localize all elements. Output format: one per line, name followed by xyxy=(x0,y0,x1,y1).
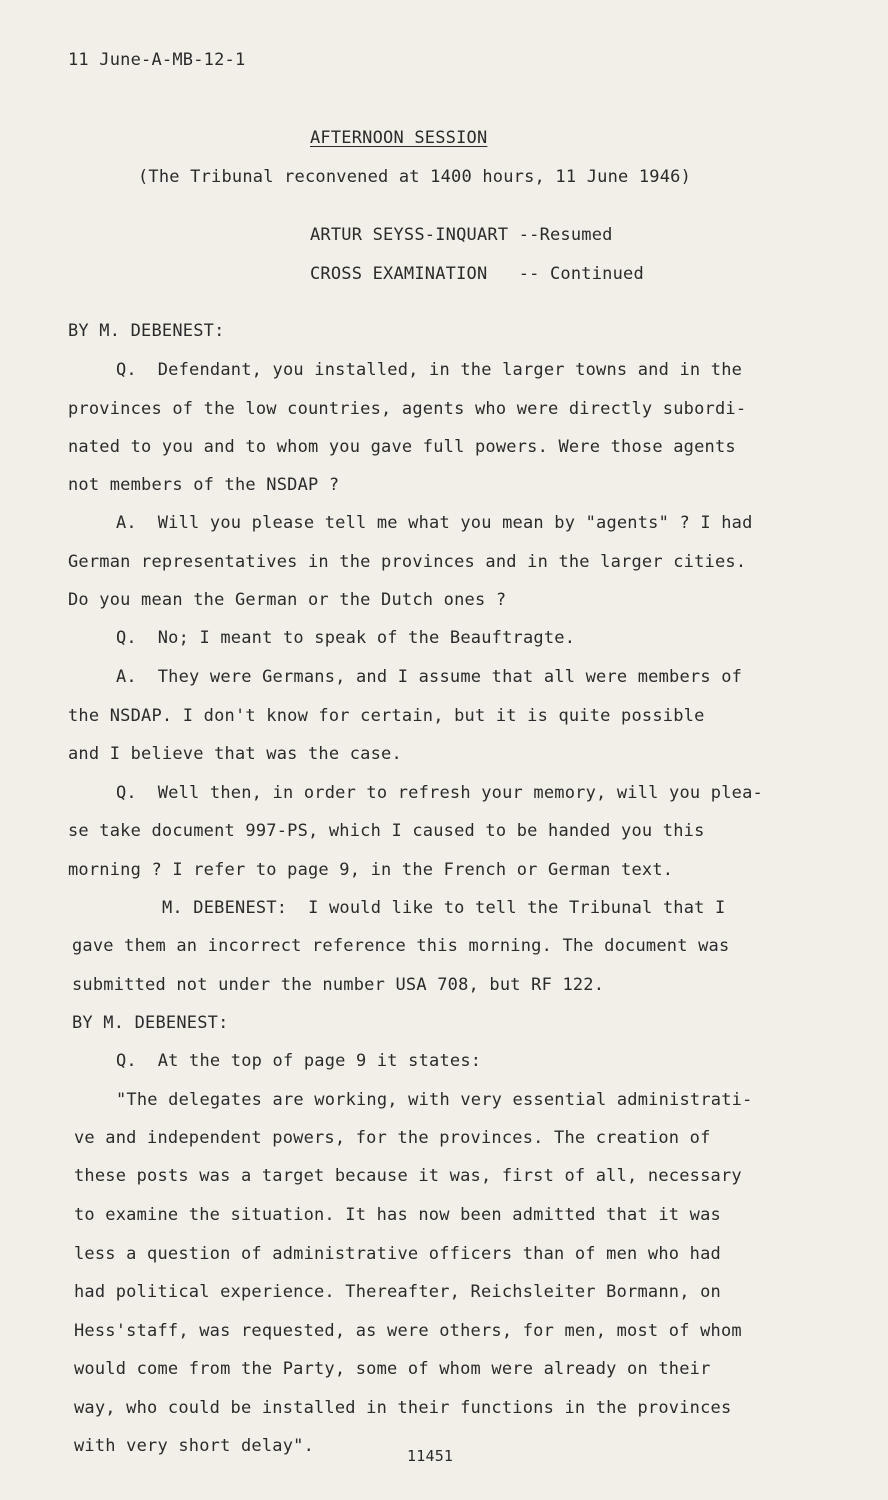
question-line: Q. Defendant, you installed, in the larger towns and in the xyxy=(116,360,743,380)
page-number: 11451 xyxy=(407,1447,454,1465)
body-line: German representatives in the provinces and in the larger cities. xyxy=(68,552,747,572)
quote-line: with very short delay". xyxy=(74,1436,315,1456)
quote-line: ve and independent powers, for the provinces. The creation of xyxy=(74,1128,711,1148)
quote-line: these posts was a target because it was, first of all, necessary xyxy=(74,1166,742,1186)
question-line: Q. At the top of page 9 it states: xyxy=(116,1051,482,1071)
session-title: AFTERNOON SESSION xyxy=(310,128,488,148)
question-line: Q. No; I meant to speak of the Beauftragte. xyxy=(116,628,576,648)
quote-line: way, who could be installed in their functions in the provinces xyxy=(74,1398,732,1418)
answer-line: A. Will you please tell me what you mean by "agents" ? I had xyxy=(116,513,753,533)
body-line: the NSDAP. I don't know for certain, but it is quite possible xyxy=(68,706,705,726)
quote-line: had political experience. Thereafter, Reichsleiter Bormann, on xyxy=(74,1282,721,1302)
body-line: se take document 997-PS, which I caused to be handed you this xyxy=(68,821,705,841)
header-reference: 11 June-A-MB-12-1 xyxy=(68,50,246,70)
quote-line: to examine the situation. It has now been admitted that it was xyxy=(74,1205,721,1225)
body-line: nated to you and to whom you gave full powers. Were those agents xyxy=(68,437,736,457)
quote-line: would come from the Party, some of whom were already on their xyxy=(74,1359,711,1379)
body-line: submitted not under the number USA 708, but RF 122. xyxy=(72,975,605,995)
body-line: gave them an incorrect reference this morning. The document was xyxy=(72,936,730,956)
session-subtitle: (The Tribunal reconvened at 1400 hours, 11 June 1946) xyxy=(138,167,692,187)
witness-heading: ARTUR SEYSS-INQUART --Resumed xyxy=(310,225,613,245)
speaker-line: M. DEBENEST: I would like to tell the Tribunal that I xyxy=(162,898,726,918)
body-line: morning ? I refer to page 9, in the French or German text. xyxy=(68,860,674,880)
quote-line: "The delegates are working, with very essential administrati- xyxy=(116,1090,753,1110)
examiner-line: BY M. DEBENEST: xyxy=(68,321,225,341)
examiner-line: BY M. DEBENEST: xyxy=(72,1013,229,1033)
examination-heading: CROSS EXAMINATION -- Continued xyxy=(310,264,644,284)
quote-line: Hess'staff, was requested, as were others, for men, most of whom xyxy=(74,1321,742,1341)
body-line: Do you mean the German or the Dutch ones ? xyxy=(68,590,507,610)
body-line: not members of the NSDAP ? xyxy=(68,475,340,495)
body-line: provinces of the low countries, agents who were directly subordi- xyxy=(68,399,747,419)
quote-line: less a question of administrative officers than of men who had xyxy=(74,1244,721,1264)
answer-line: A. They were Germans, and I assume that all were members of xyxy=(116,667,743,687)
question-line: Q. Well then, in order to refresh your memory, will you plea- xyxy=(116,783,763,803)
body-line: and I believe that was the case. xyxy=(68,744,402,764)
